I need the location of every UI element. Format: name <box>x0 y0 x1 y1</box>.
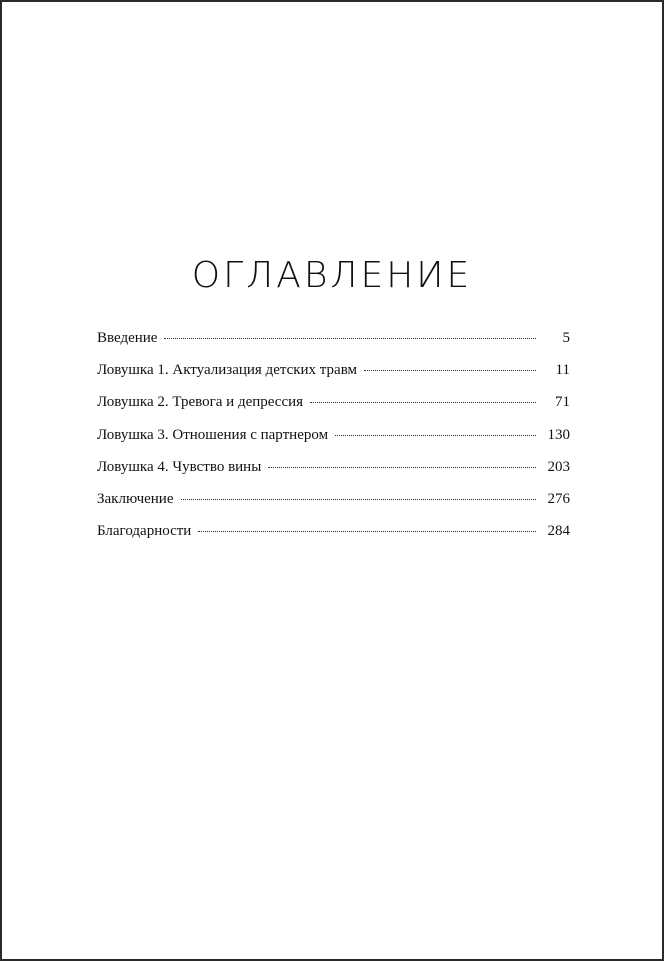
toc-entry-page-number: 203 <box>547 458 570 475</box>
toc-entry-page-number: 284 <box>547 523 570 540</box>
toc-entry-label: Введение <box>97 330 158 346</box>
toc-entry[interactable] <box>97 491 570 523</box>
toc-entry-label: Ловушка 3. Отношения с партнером <box>97 426 329 443</box>
toc-entry-label: Ловушка 1. Актуализация детских травм <box>97 362 358 379</box>
toc-entry-label: Ловушка 2. Тревога и депрессия <box>97 394 304 411</box>
toc-entry-page-number: 276 <box>547 490 570 507</box>
toc-entry-page-number: 130 <box>547 426 570 443</box>
toc-entry-label: Заключение <box>97 490 174 507</box>
dot-leader <box>164 338 536 339</box>
dot-leader <box>181 499 537 500</box>
dot-leader <box>310 402 536 403</box>
dot-leader <box>335 435 536 436</box>
toc-entry[interactable] <box>97 394 570 426</box>
toc-entry[interactable] <box>97 523 570 555</box>
toc-entry[interactable] <box>97 330 570 362</box>
dot-leader <box>364 370 536 371</box>
toc-entry[interactable] <box>97 427 570 459</box>
toc-entry-page-number: 5 <box>562 330 570 346</box>
toc-entry-page-number: 71 <box>555 394 570 411</box>
dot-leader <box>198 531 536 532</box>
toc-entry-page-number: 11 <box>555 362 570 379</box>
toc-entry[interactable] <box>97 459 570 491</box>
page-title: ОГЛАВЛЕНИЕ <box>191 255 473 296</box>
toc-entry-label: Благодарности <box>97 523 192 540</box>
toc-entry[interactable] <box>97 362 570 394</box>
table-of-contents <box>97 330 570 555</box>
toc-entry-label: Ловушка 4. Чувство вины <box>97 458 262 475</box>
dot-leader <box>268 467 536 468</box>
